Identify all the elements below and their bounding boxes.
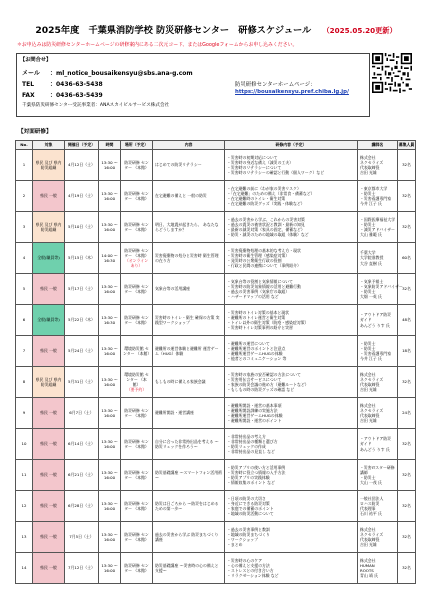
row-item-line: ・避難所の運営について bbox=[227, 340, 270, 346]
row-place bbox=[121, 305, 153, 336]
row-lecturer-line: ネクセライズ bbox=[360, 159, 384, 165]
row-content: 災害時のトイレ・衛生 確保の方策 実践型ワークショップ bbox=[153, 305, 225, 336]
row-time: 13:30 ～ 16:00 bbox=[99, 491, 121, 522]
row-lecturer-line: 株式会社 bbox=[360, 371, 376, 377]
row-item-line: ・災害時の家族の安否確認の方法について bbox=[227, 371, 301, 377]
row-place bbox=[121, 398, 153, 429]
row-date: 7月12日（土） bbox=[65, 553, 99, 584]
row-number: 10 bbox=[16, 429, 33, 460]
row-capacity: 32名 bbox=[398, 491, 416, 522]
row-lecturer-line: ・防災士 bbox=[360, 289, 376, 294]
row-number: 3 bbox=[16, 212, 33, 243]
row-lecturer-line: 代表取締役 bbox=[360, 413, 380, 418]
row-date: 5月22日（木） bbox=[65, 305, 99, 336]
row-lecturer-line: 大山 雅範 氏 bbox=[360, 232, 382, 238]
row-target: 全般(職員等) bbox=[33, 243, 65, 274]
contact-heading: 【お問合せ】 bbox=[20, 57, 52, 63]
row-target: 県民 一般 bbox=[33, 274, 65, 305]
row-content: 防災基礎講座 ～災害時の心の備えと支援～ bbox=[153, 553, 225, 584]
row-item-line: ・在宅避難時のトイレ・衛生対策 bbox=[227, 196, 286, 201]
row-target: 県民 及び 県内防災組織 bbox=[33, 212, 65, 243]
row-lecturer-line: ・東京都市大学 bbox=[360, 185, 388, 191]
table-row bbox=[16, 398, 416, 429]
row-target: 県民 一般 bbox=[33, 460, 65, 491]
row-lecturer-line: 千葉大学 bbox=[360, 250, 376, 256]
row-date: 4月12日（土） bbox=[65, 150, 99, 181]
row-lecturer-line: 青山 靖 氏 bbox=[360, 573, 379, 579]
row-time: 13:30 ～ 16:00 bbox=[99, 181, 121, 212]
operator-line bbox=[22, 102, 169, 108]
header-items: 研修内容（予定） bbox=[225, 141, 358, 150]
row-date: 6月7日（土） bbox=[65, 398, 99, 429]
row-lecturer-line: ・災害ITスター研修 bbox=[360, 464, 395, 470]
place-note: （オンライン あり） bbox=[124, 258, 149, 269]
header-date: 開催日（予定） bbox=[65, 141, 99, 150]
row-content: 災害廃棄物の処分と災害時 衛生管理の在り方 bbox=[153, 243, 225, 274]
place-text: 環境防災館 センター （本館） bbox=[124, 371, 149, 387]
page-title bbox=[0, 22, 432, 36]
row-lecturer-line: ・減災アドバイザー bbox=[360, 227, 395, 232]
row-place bbox=[121, 243, 153, 274]
row-date: 5月31日（土） bbox=[65, 367, 99, 398]
row-lecturer bbox=[358, 429, 398, 460]
row-item-line: ・防災アプリの使い方と活用事例 bbox=[227, 464, 286, 470]
row-target: 県民 及び 県内防災組織 bbox=[33, 150, 65, 181]
updated-date: （2025.05.20更新） bbox=[322, 26, 397, 35]
row-lecturer-line: あんどう りす 氏 bbox=[360, 446, 390, 452]
row-number: 8 bbox=[16, 367, 33, 398]
row-lecturer-line: ロハス防災 bbox=[360, 500, 380, 506]
row-lecturer-line: ・防災士 bbox=[360, 475, 376, 480]
row-time: 13:30 ～ 16:00 bbox=[99, 429, 121, 460]
row-content: 防災は日ごろから ～防災をはじめるための第一歩～ bbox=[153, 491, 225, 522]
row-lecturer bbox=[358, 398, 398, 429]
header-place: 場所（予定） bbox=[121, 141, 153, 150]
table-row bbox=[16, 212, 416, 243]
table-row bbox=[16, 522, 416, 553]
row-items bbox=[225, 367, 358, 398]
row-capacity: 32名 bbox=[398, 522, 416, 553]
row-number: 7 bbox=[16, 336, 33, 367]
row-lecturer-line: 吉田 光雄 bbox=[360, 418, 377, 424]
row-item-line: ・身近にできる防災対策 bbox=[227, 500, 270, 506]
row-target: 県民 一般 bbox=[33, 181, 65, 212]
row-target: 県民 一般 bbox=[33, 522, 65, 553]
row-number: 5 bbox=[16, 274, 33, 305]
site-link[interactable]: https://bousaikensyu.pref.chiba.lg.jp/ bbox=[235, 89, 349, 95]
place-text: 防災研修 センター （本館） bbox=[124, 531, 149, 542]
row-item-line: ・過去の災害事例と教訓 bbox=[227, 526, 270, 532]
row-item-line: ・非常持出品の種類と選び方 bbox=[227, 438, 278, 444]
row-time: 13:30 ～ 16:30 bbox=[99, 305, 121, 336]
row-lecturer bbox=[358, 212, 398, 243]
contact-email-line bbox=[22, 68, 193, 77]
place-text: 防災研修 センター （本館） bbox=[124, 438, 149, 449]
row-item-line: ・避難所のトイレ運営と衛生対策 bbox=[227, 314, 286, 320]
row-lecturer-line: 代表理事 bbox=[360, 506, 376, 511]
row-item-line: ・避難所開設訓練の実施方法 bbox=[227, 407, 278, 413]
row-capacity: 60名 bbox=[398, 243, 416, 274]
row-date: 5月24日（土） bbox=[65, 336, 99, 367]
contact-tel-line bbox=[22, 79, 103, 88]
header-target: 対象 bbox=[33, 141, 65, 150]
row-place bbox=[121, 367, 153, 398]
table-row bbox=[16, 305, 416, 336]
row-items bbox=[225, 398, 358, 429]
row-number: 13 bbox=[16, 522, 33, 553]
row-item-line: ・地域の防災まちづくり bbox=[227, 531, 270, 537]
row-lecturer-line: ガイド bbox=[360, 441, 372, 447]
row-time: 13:30 ～ 16:00 bbox=[99, 460, 121, 491]
row-content: 避難所の運営体験と避難所 運営ゲーム（HUG）体験 bbox=[153, 336, 225, 367]
place-text: 防災研修 センター （本館） bbox=[124, 469, 149, 480]
row-lecturer-line: ・気象予報士 bbox=[360, 278, 384, 284]
table-row bbox=[16, 243, 416, 274]
row-item-line: ・防災・減災のための地域の取組（体験）など bbox=[227, 232, 309, 238]
row-item-line: ・災害時の心のケア bbox=[227, 557, 263, 563]
row-date: 5月10日（土） bbox=[65, 212, 99, 243]
row-capacity: 32名 bbox=[398, 460, 416, 491]
row-item-line: ・在宅避難の防災グッズ（実践・体験など） bbox=[227, 201, 305, 207]
place-text: 防災研修 センター （本館） bbox=[124, 314, 149, 325]
row-place bbox=[121, 150, 153, 181]
row-number: 9 bbox=[16, 398, 33, 429]
row-items bbox=[225, 429, 358, 460]
row-time: 13:30 ～ 16:00 bbox=[99, 274, 121, 305]
row-date: 5月17日（土） bbox=[65, 274, 99, 305]
place-text: 環境防災館 センター （本館） bbox=[123, 345, 152, 356]
row-place bbox=[121, 274, 153, 305]
row-item-line: ・災害用伝言サービスについて bbox=[227, 376, 282, 382]
row-lecturer-line: 株式会社 bbox=[360, 557, 376, 563]
row-time: 13:30 ～ 16:00 bbox=[99, 150, 121, 181]
row-item-line: ・防災リュックの作成 bbox=[227, 444, 266, 449]
row-item-line: ・心の備えと支援の方法 bbox=[227, 562, 270, 568]
row-place bbox=[121, 460, 153, 491]
row-lecturer-line: ・災害看護専門家 bbox=[360, 351, 392, 356]
place-text: 防災研修 センター （本館） bbox=[124, 247, 149, 258]
row-item-line: ・災害時トイレ対策事例の紹介と実習 bbox=[227, 325, 293, 331]
row-item-line: ・避難所運営のポイントと注意点 bbox=[227, 345, 286, 351]
row-date: 6月21日（土） bbox=[65, 460, 99, 491]
section-heading: 【対面研修】 bbox=[18, 129, 52, 135]
row-lecturer-line: ROOTS bbox=[360, 568, 374, 573]
operator-text: 千葉県防災研修センター受託事業者：ANAスカイビルサービス株式会社 bbox=[22, 103, 170, 108]
row-items bbox=[225, 181, 358, 212]
row-place bbox=[121, 429, 153, 460]
row-capacity: 24名 bbox=[398, 398, 416, 429]
place-text: 防災研修 センター （本館） bbox=[124, 283, 149, 294]
row-date: 5月15日（木） bbox=[65, 243, 99, 274]
row-lecturer-line: 代表取締役 bbox=[360, 382, 380, 387]
row-lecturer-line: ・防災士 bbox=[360, 221, 376, 227]
row-items bbox=[225, 491, 358, 522]
row-items bbox=[225, 243, 358, 274]
row-place bbox=[121, 491, 153, 522]
row-lecturer-line: あんどう りす 氏 bbox=[360, 322, 390, 328]
table-row bbox=[16, 460, 416, 491]
row-item-line: ・避難所運営ゲームHUGの体験 bbox=[227, 413, 283, 418]
row-items bbox=[225, 212, 358, 243]
row-items bbox=[225, 553, 358, 584]
row-item-line: ・災害時の初期対応について bbox=[227, 154, 278, 160]
row-lecturer-line: ガイド bbox=[360, 317, 372, 323]
row-lecturer-line: ・防災士 bbox=[360, 345, 376, 351]
row-place bbox=[121, 553, 153, 584]
row-item-line: ・災害時のトイレ対策の基本と現状 bbox=[227, 309, 290, 315]
title-text: 2025年度 千葉県消防学校 防災研修センター 研修スケジュール bbox=[35, 25, 312, 36]
row-item-line: ・他者とのコミュニケーション 等 bbox=[227, 356, 287, 362]
qr-code-icon bbox=[372, 53, 412, 93]
row-lecturer bbox=[358, 553, 398, 584]
row-item-line: ・防災アプリの実践体験 bbox=[227, 475, 270, 480]
row-item-line: ・家族の防災会議の進め方（避難ルートなど） bbox=[227, 382, 309, 387]
row-item-line: ・災害時のリテラシーについて bbox=[227, 165, 282, 170]
row-item-line: ・家庭での備蓄のポイント bbox=[227, 506, 274, 511]
place-text: 防災研修 センター （本館） bbox=[124, 159, 149, 170]
row-lecturer bbox=[358, 491, 398, 522]
row-number: 14 bbox=[16, 553, 33, 584]
row-item-line: ・地域の防災活動について bbox=[227, 511, 274, 517]
row-lecturer-line: 大畑 一英 氏 bbox=[360, 294, 382, 300]
row-number: 12 bbox=[16, 491, 33, 522]
row-lecturer-line: ・アウトドア防災 bbox=[360, 312, 392, 318]
row-item-line: ・災害時の防災気象情報の活用と避難行動 bbox=[227, 283, 301, 289]
row-target: 県民 一般 bbox=[33, 553, 65, 584]
row-item-line: ・日頃の防災の大切さ bbox=[227, 495, 266, 501]
row-lecturer bbox=[358, 150, 398, 181]
row-lecturer-line: 一般社団法人 bbox=[360, 495, 384, 501]
row-item-line: ・避難所運営ゲームHUGの体験 bbox=[227, 351, 283, 356]
row-date: 6月14日（土） bbox=[65, 429, 99, 460]
row-item-line: ・過去の震災の被害状況と教訓・最新の知見 bbox=[227, 221, 305, 227]
place-text: 防災研修 センター （本館） bbox=[124, 562, 149, 573]
row-target: 県民 一般 bbox=[33, 429, 65, 460]
row-lecturer bbox=[358, 305, 398, 336]
row-capacity: 32名 bbox=[398, 367, 416, 398]
row-item-line: ・発災時の公衆衛生行政の役割 bbox=[227, 258, 282, 263]
row-lecturer-line: ・防災士 bbox=[360, 190, 376, 196]
fax-value: ：0436-63-5439 bbox=[50, 92, 103, 99]
row-item-line: ・ハザードマップの活用 など bbox=[227, 294, 279, 300]
row-number: 4 bbox=[16, 243, 33, 274]
place-text: 防災研修 センター （本館） bbox=[124, 407, 149, 418]
row-capacity: 32名 bbox=[398, 181, 416, 212]
row-item-line: ・災害廃棄物処理の基本的な考え方・現状 bbox=[227, 247, 301, 253]
row-lecturer-line: 大学院准教授 bbox=[360, 255, 384, 261]
row-target: 全般(職員等) bbox=[33, 305, 65, 336]
email-label: メール bbox=[22, 70, 40, 77]
row-content: 在宅避難の備えと 一般の防災 bbox=[153, 181, 225, 212]
row-items bbox=[225, 336, 358, 367]
schedule-table bbox=[15, 140, 416, 584]
row-place bbox=[121, 181, 153, 212]
row-item-line: ・災害時に役立つ情報の入手方法 bbox=[227, 469, 286, 475]
row-lecturer bbox=[358, 181, 398, 212]
contact-fax-line bbox=[22, 90, 103, 99]
row-item-line: ・トイレ以外の衛生対策（防疫・感染症対策） bbox=[227, 320, 309, 325]
header-no: No. bbox=[16, 141, 33, 150]
tel-label: TEL bbox=[22, 81, 35, 88]
row-capacity: 32名 bbox=[398, 553, 416, 584]
row-place bbox=[121, 336, 153, 367]
row-target: 県民 一般 bbox=[33, 491, 65, 522]
row-place bbox=[121, 212, 153, 243]
row-lecturer-line: ネクセライズ bbox=[360, 376, 384, 382]
row-item-line: ・災害時の身近な備え（減災の工夫） bbox=[227, 159, 294, 165]
row-place bbox=[121, 522, 153, 553]
row-items bbox=[225, 274, 358, 305]
table-row bbox=[16, 274, 416, 305]
row-time: 13:30 ～ 16:00 bbox=[99, 336, 121, 367]
row-number: 6 bbox=[16, 305, 33, 336]
row-capacity: 32名 bbox=[398, 150, 416, 181]
row-lecturer-line: 大山 一茂 氏 bbox=[360, 480, 382, 486]
row-lecturer-line: 代表取締役 bbox=[360, 537, 380, 542]
row-lecturer-line: 株式会社 bbox=[360, 526, 376, 532]
header-content: 内容 bbox=[153, 141, 225, 150]
row-lecturer-line: 今井 江子 氏 bbox=[360, 356, 382, 362]
row-lecturer-line: 今井 江子 氏 bbox=[360, 201, 382, 207]
row-time: 14:00 ～ 16:30 bbox=[99, 243, 121, 274]
table-header-row bbox=[16, 141, 416, 150]
row-item-line: ・非常持出品の考え方 bbox=[227, 433, 266, 439]
row-content: 避難所開設・運営講座 bbox=[153, 398, 225, 429]
table-row bbox=[16, 150, 416, 181]
row-item-line: ・最新の減災対策（家具の固定、備蓄など） bbox=[227, 227, 305, 232]
row-lecturer-line: ・アウトドア防災 bbox=[360, 436, 392, 442]
row-item-line: ・行政と民間の連携について（事例紹介） bbox=[227, 263, 301, 269]
row-lecturer bbox=[358, 274, 403, 305]
row-item-line: ・過去の災害事例（気象庁の取組） bbox=[227, 289, 290, 294]
row-lecturer-line: ・防災士 bbox=[360, 340, 376, 346]
row-capacity: 48名 bbox=[398, 305, 416, 336]
row-item-line: ・在宅避難の前に（わが家の災害リスク） bbox=[227, 185, 301, 191]
row-time: 13:30 ～ 16:00 bbox=[99, 522, 121, 553]
row-capacity: 18名 bbox=[398, 336, 416, 367]
row-lecturer-line: 株式会社 bbox=[360, 402, 376, 408]
row-item-line: ・避難所開設・運営の基本事項 bbox=[227, 402, 282, 408]
table-row bbox=[16, 429, 416, 460]
fax-label: FAX bbox=[22, 92, 35, 99]
row-item-line: ・もしもの時の防災グッズの確認 など bbox=[227, 387, 295, 393]
row-capacity: 32名 bbox=[398, 429, 416, 460]
application-note: ＊お申込みは防災研修センターホームページの研修案内にある二次元コード、またはGoogleフォームからお申し込みください。 bbox=[17, 42, 298, 48]
row-time: 13:30 ～ 16:00 bbox=[99, 367, 121, 398]
row-content: もしもの時に備える家族会議 bbox=[153, 367, 225, 398]
row-target: 県民 及び 県内防災組織 bbox=[33, 367, 65, 398]
row-lecturer-line: ・気象防災アドバイザー bbox=[360, 283, 403, 289]
row-time: 13:30 ～ 16:00 bbox=[99, 212, 121, 243]
row-date: 4月19日（土） bbox=[65, 181, 99, 212]
row-lecturer-line: 株式会社 bbox=[360, 154, 376, 160]
row-content: 防災基礎講座 ～スマートフォン活用術～ bbox=[153, 460, 225, 491]
row-items bbox=[225, 305, 358, 336]
row-lecturer-line: HUMAN bbox=[360, 562, 375, 568]
header-lecturer: 講師名 bbox=[358, 141, 398, 150]
row-lecturer-line: 代表取締役 bbox=[360, 165, 380, 170]
tel-value: ：0436-63-5438 bbox=[50, 81, 103, 88]
row-lecturer-line: 吉田 光雄 bbox=[360, 170, 377, 176]
row-lecturer-line: 吉田 光雄 bbox=[360, 542, 377, 548]
row-items bbox=[225, 460, 358, 491]
row-number: 11 bbox=[16, 460, 33, 491]
table-row bbox=[16, 367, 416, 398]
table-row bbox=[16, 336, 416, 367]
table-row bbox=[16, 181, 416, 212]
place-note: （要予約） bbox=[126, 387, 147, 393]
row-lecturer bbox=[358, 460, 398, 491]
row-lecturer bbox=[358, 243, 398, 274]
contact-box bbox=[16, 53, 370, 117]
row-content: 過去の災害から学ぶ 防災まちづくり講座 bbox=[153, 522, 225, 553]
row-number: 2 bbox=[16, 181, 33, 212]
row-lecturer-line: 大谷 直樹 氏 bbox=[360, 260, 382, 266]
row-lecturer bbox=[358, 522, 398, 553]
row-item-line: ・まとめ bbox=[227, 542, 243, 548]
row-content: 気象台等の活用講座 bbox=[153, 274, 225, 305]
row-item-line: ・災害時のリテラシーの確認と行動（個人ワーク）など bbox=[227, 170, 325, 176]
row-target: 県民 一般 bbox=[33, 398, 65, 429]
row-content: 自分に合った非常持出品を考える ～防災リュックを作ろう～ bbox=[153, 429, 225, 460]
row-item-line: ・気象台等の役割と気象情報について bbox=[227, 278, 294, 284]
row-item-line: ・非常持出品の見直し など bbox=[227, 449, 275, 455]
row-lecturer-line: ・災害看護専門家 bbox=[360, 196, 392, 201]
row-lecturer bbox=[358, 367, 398, 398]
place-text: 防災研修 センター （本館） bbox=[124, 190, 149, 201]
row-item-line: ・避難所開設・運営のポイント bbox=[227, 418, 282, 424]
table-row bbox=[16, 491, 416, 522]
row-lecturer-line: ネクセライズ bbox=[360, 407, 384, 413]
row-content: はじめての防災リテラシー bbox=[153, 150, 225, 181]
row-lecturer-line: 講師 bbox=[360, 469, 368, 475]
table-row bbox=[16, 553, 416, 584]
row-item-line: ・災害時の衛生管理（感染症対策） bbox=[227, 252, 290, 258]
row-target: 県民 一般 bbox=[33, 336, 65, 367]
row-content: 明日、大地震が起きたら、 あなたならどうしますか？ bbox=[153, 212, 225, 243]
row-time: 13:30 ～ 16:00 bbox=[99, 553, 121, 584]
row-lecturer-line: ・国際医療福祉大学 bbox=[360, 216, 396, 222]
row-capacity: 32名 bbox=[398, 212, 416, 243]
row-item-line: ・過去の災害から学ぶ、これからの災害対策 bbox=[227, 216, 305, 222]
row-lecturer bbox=[358, 336, 398, 367]
email-link[interactable]: ：ml_notice_bousaikensyu@sbs.ana-g.com bbox=[50, 70, 193, 77]
place-text: 防災研修 センター （本館） bbox=[124, 500, 149, 511]
row-lecturer-line: 吉田 光雄 bbox=[360, 387, 377, 393]
row-date: 7月5日（土） bbox=[65, 522, 99, 553]
row-item-line: ・情報収集のポイント など bbox=[227, 480, 275, 486]
row-lecturer-line: ネクセライズ bbox=[360, 531, 384, 537]
header-time: 時間 bbox=[99, 141, 121, 150]
site-label: 防災研修センターホームページ： bbox=[235, 82, 316, 88]
row-capacity: 32名 bbox=[398, 274, 416, 305]
row-date: 6月28日（土） bbox=[65, 491, 99, 522]
row-lecturer-line: 石川 祐平 氏 bbox=[360, 511, 382, 517]
row-items bbox=[225, 522, 358, 553]
place-text: 防災研修 センター （本館） bbox=[124, 221, 149, 232]
row-item-line: ・ワークショップ bbox=[227, 537, 259, 542]
row-items bbox=[225, 150, 358, 181]
row-item-line: ・リラクゼーション体験 など bbox=[227, 573, 279, 579]
row-time: 13:30 ～ 16:00 bbox=[99, 398, 121, 429]
row-number: 1 bbox=[16, 150, 33, 181]
header-capacity: 募集人員 bbox=[398, 141, 416, 150]
row-item-line: ・ストレスとの付き合い方 bbox=[227, 568, 274, 573]
row-item-line: ・「在宅避難」のための備え（非常食・備蓄など） bbox=[227, 190, 315, 196]
